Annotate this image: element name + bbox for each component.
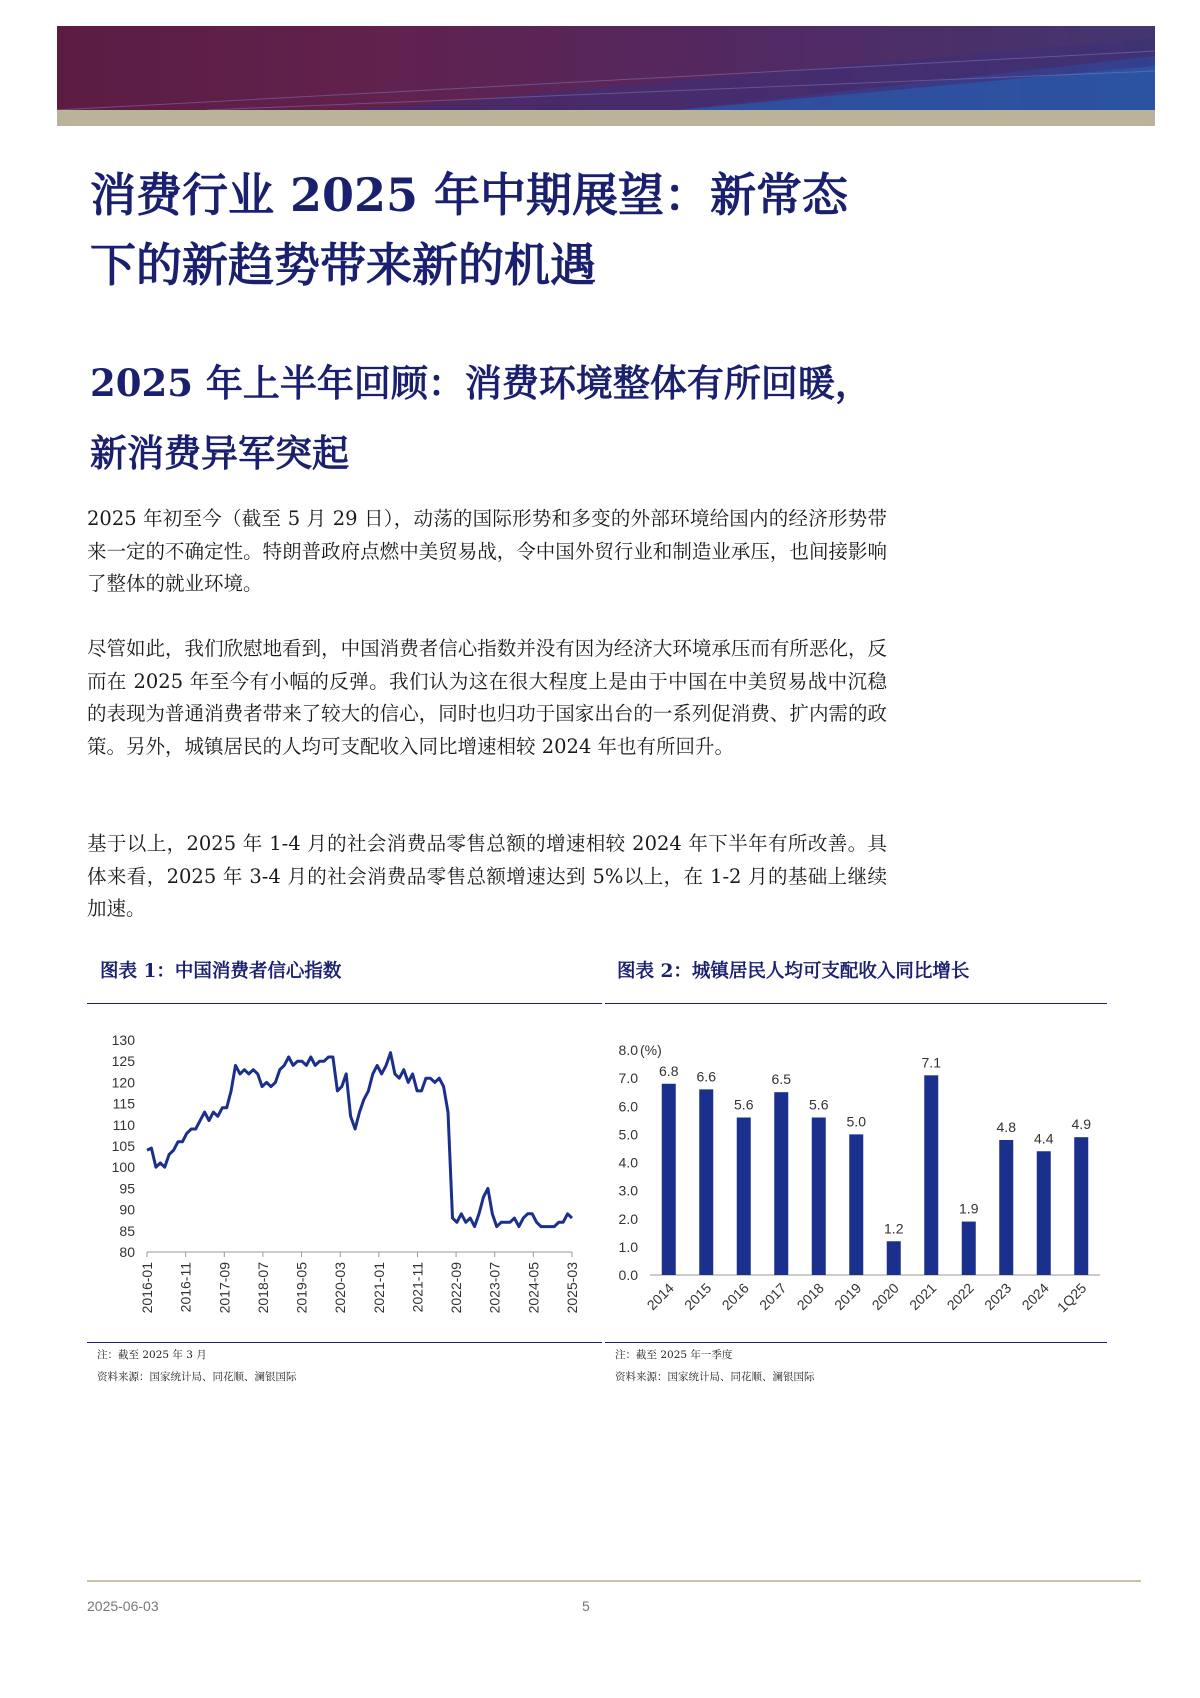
figure2-top-rule (605, 1003, 1107, 1004)
footer-divider (87, 1580, 1141, 1582)
x-tick-label: 2017-09 (216, 1262, 233, 1314)
y-tick-label: 1.0 (618, 1238, 638, 1255)
page-title: 消费行业 2025 年中期展望：新常态下的新趋势带来新的机遇 (90, 168, 849, 292)
y-tick-label: 5.0 (618, 1126, 638, 1143)
x-tick-label: 2018 (793, 1279, 827, 1314)
bar (737, 1118, 751, 1276)
y-tick-label: 2.0 (618, 1210, 638, 1227)
bar (1037, 1151, 1051, 1275)
x-tick-label: 2023-07 (486, 1262, 503, 1314)
y-tick-label: 125 (111, 1053, 135, 1070)
x-tick-label: 2022 (943, 1279, 977, 1314)
y-unit-label: (%) (640, 1042, 662, 1058)
x-tick-label: 2016-01 (139, 1262, 155, 1314)
bar-value-label: 6.8 (659, 1062, 679, 1079)
confidence-index-series-line (147, 1053, 572, 1227)
figure1-source: 资料来源：国家统计局、同花顺、澜银国际 (97, 1371, 297, 1383)
y-tick-label: 4.0 (618, 1154, 638, 1171)
x-tick-label: 2022-09 (448, 1262, 465, 1314)
bar (774, 1092, 788, 1275)
figure2-title: 图表 2：城镇居民人均可支配收入同比增长 (617, 961, 970, 982)
y-tick-label: 8.0 (618, 1042, 638, 1058)
y-tick-label: 130 (111, 1032, 135, 1048)
figure1-note: 注：截至 2025 年 3 月 (97, 1349, 207, 1361)
bar (812, 1118, 826, 1276)
y-tick-label: 90 (119, 1201, 135, 1218)
x-tick-label: 1Q25 (1053, 1279, 1090, 1316)
x-tick-label: 2016-11 (177, 1262, 194, 1313)
bar (1074, 1137, 1088, 1275)
x-tick-label: 2021-11 (409, 1262, 426, 1313)
paragraph-2: 尽管如此，我们欣慰地看到，中国消费者信心指数并没有因为经济大环境承压而有所恶化，反而在 2025 年至今有小幅的反弹。我们认为这在很大程度上是由于中国在中美贸易战中沉稳的表现为普通消费者带来了较大的信心，同时也归功于国家出台的一系列促消费、扩内需的政策。另外，城镇居民的人均可支配收入同比增速相较 2024 年也有所回升。 (87, 637, 887, 758)
figure2-source: 资料来源：国家统计局、同花顺、澜银国际 (615, 1371, 815, 1383)
bar (999, 1140, 1013, 1275)
bar-value-label: 4.9 (1071, 1116, 1091, 1133)
y-tick-label: 120 (111, 1074, 135, 1091)
bar (924, 1075, 938, 1275)
x-tick-label: 2024-05 (525, 1262, 542, 1314)
bar (849, 1134, 863, 1275)
bar-value-label: 7.1 (921, 1054, 941, 1071)
bar-value-label: 1.9 (959, 1200, 979, 1217)
x-tick-label: 2015 (681, 1279, 715, 1314)
bar-value-label: 4.4 (1034, 1130, 1054, 1147)
figure1-top-rule (87, 1003, 602, 1004)
y-tick-label: 7.0 (618, 1070, 638, 1087)
figure1-bottom-rule (87, 1342, 602, 1343)
confidence-index-chart (87, 1020, 607, 1340)
section-subtitle: 2025 年上半年回顾：消费环境整体有所回暖，新消费异军突起 (90, 361, 872, 475)
x-tick-label: 2018-07 (254, 1262, 271, 1314)
x-tick-label: 2021-01 (370, 1262, 387, 1314)
x-tick-label: 2023 (981, 1279, 1015, 1314)
x-tick-label: 2017 (756, 1279, 790, 1314)
bar (887, 1241, 901, 1275)
bar (662, 1084, 676, 1275)
page-number: 5 (582, 1598, 590, 1614)
y-tick-label: 105 (111, 1138, 135, 1154)
paragraph-1: 2025 年初至今（截至 5 月 29 日），动荡的国际形势和多变的外部环境给国内的经济形势带来一定的不确定性。特朗普政府点燃中美贸易战，令中国外贸行业和制造业承压，也间接影响了整体的就业环境。 (87, 507, 887, 595)
x-tick-label: 2021 (906, 1279, 940, 1314)
y-tick-label: 80 (119, 1244, 135, 1260)
y-tick-label: 110 (112, 1116, 135, 1133)
header-banner (57, 26, 1155, 110)
bar (699, 1089, 713, 1275)
bar-value-label: 1.2 (884, 1220, 904, 1237)
footer-date: 2025-06-03 (87, 1598, 159, 1614)
y-tick-label: 3.0 (618, 1182, 638, 1199)
y-tick-label: 95 (119, 1180, 135, 1197)
bar-value-label: 4.8 (996, 1119, 1016, 1135)
y-tick-label: 0.0 (618, 1267, 638, 1283)
bar-value-label: 5.6 (734, 1096, 754, 1113)
y-tick-label: 115 (112, 1095, 135, 1112)
x-tick-label: 2019 (831, 1279, 865, 1314)
header-strip (57, 110, 1155, 126)
header-banner-graphic (57, 26, 1155, 110)
bar-value-label: 5.0 (846, 1113, 866, 1130)
paragraph-3: 基于以上，2025 年 1-4 月的社会消费品零售总额的增速相较 2024 年下半年有所改善。具体来看，2025 年 3-4 月的社会消费品零售总额增速达到 5%以上，在 1-2 月的基础上继续加速。 (87, 832, 887, 920)
y-tick-label: 85 (119, 1222, 135, 1239)
income-growth-chart (605, 1020, 1110, 1340)
figure2-bottom-rule (605, 1342, 1107, 1343)
x-tick-label: 2025-03 (564, 1262, 580, 1314)
x-tick-label: 2016 (718, 1279, 752, 1314)
bar (962, 1222, 976, 1275)
y-tick-label: 100 (111, 1159, 135, 1176)
x-tick-label: 2024 (1018, 1279, 1052, 1314)
x-tick-label: 2020-03 (332, 1262, 349, 1314)
figure1-title: 图表 1：中国消费者信心指数 (100, 961, 342, 982)
figure2-note: 注：截至 2025 年一季度 (615, 1349, 733, 1361)
bar-value-label: 6.5 (771, 1071, 791, 1088)
x-tick-label: 2019-05 (293, 1262, 310, 1314)
x-tick-label: 2014 (643, 1279, 677, 1314)
y-tick-label: 6.0 (618, 1098, 638, 1115)
bar-value-label: 5.6 (809, 1096, 829, 1113)
x-tick-label: 2020 (868, 1279, 902, 1314)
bar-value-label: 6.6 (696, 1068, 716, 1085)
